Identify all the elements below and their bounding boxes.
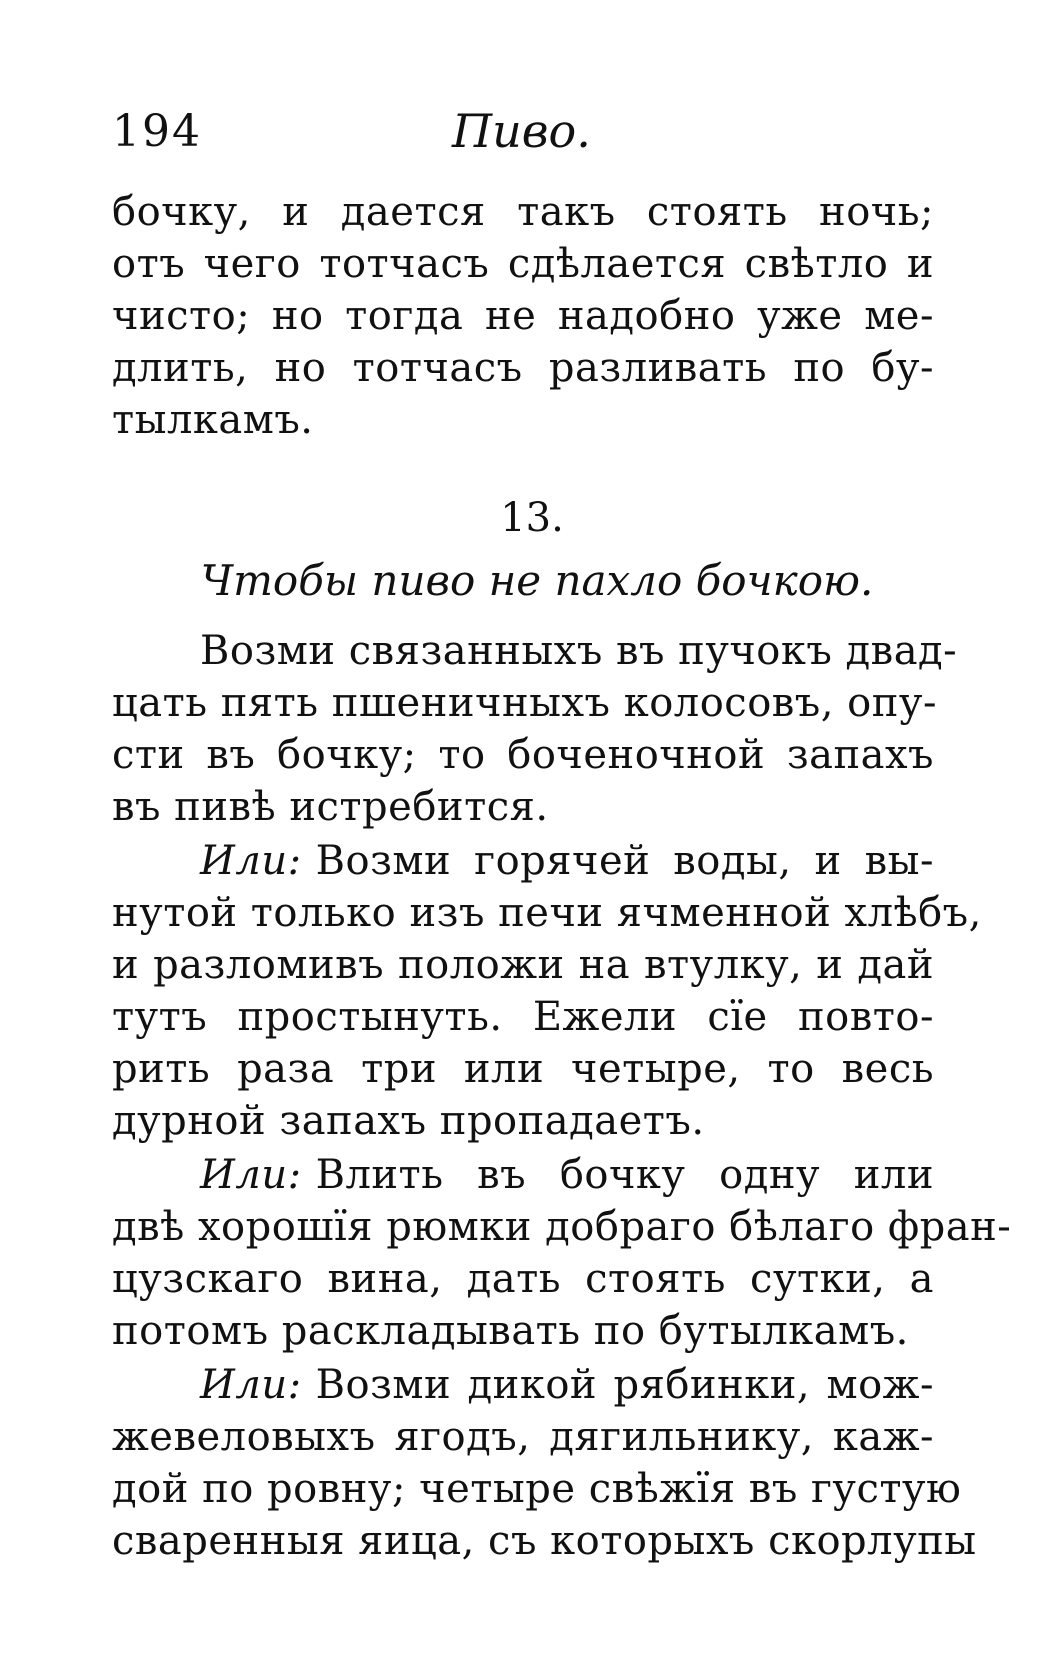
- paragraph-lead-line: [200, 1359, 934, 1411]
- running-head: Пиво.: [452, 104, 591, 158]
- text-line: сваренныя яица, съ которыхъ скорлупы: [112, 1518, 977, 1564]
- text-line: жевеловыхъ ягодъ, дягильнику, каж-: [112, 1414, 934, 1460]
- paragraph-lead-line: [200, 1149, 934, 1201]
- text-line: отъ чего тотчасъ сдѣлается свѣтло и: [112, 241, 934, 287]
- page-header: [112, 100, 932, 170]
- ili-marker: Или:: [200, 1152, 302, 1198]
- text-line: цать пять пшеничныхъ колосовъ, опу-: [112, 680, 937, 726]
- text-line: потомъ раскладывать по бутылкамъ.: [112, 1308, 909, 1354]
- text-line: нутой только изъ печи ячменной хлѣбъ,: [112, 890, 982, 936]
- text-line: дой по ровну; четыре свѣжїя въ густую: [112, 1466, 962, 1512]
- text-line: дурной запахъ пропадаетъ.: [112, 1098, 705, 1144]
- section-number: 13.: [500, 495, 564, 541]
- page-number: 194: [112, 106, 202, 157]
- text-line: тылкамъ.: [112, 397, 314, 443]
- text-line: длить, но тотчасъ разливать по бу-: [112, 345, 934, 391]
- text-line: и разломивъ положи на втулку, и дай: [112, 942, 934, 988]
- ili-marker: Или:: [200, 838, 302, 884]
- ili-marker: Или:: [200, 1362, 302, 1408]
- text-line: чисто; но тогда не надобно уже ме-: [112, 293, 934, 339]
- section-title: Чтобы пиво не пахло бочкою.: [200, 556, 874, 605]
- text-line: въ пивѣ истребится.: [112, 784, 549, 830]
- text-span: Возми дикой рябинки, мож-: [315, 1362, 934, 1408]
- text-line: Возми связанныхъ въ пучокъ двад-: [200, 628, 958, 674]
- text-line: сти въ бочку; то боченочной запахъ: [112, 732, 934, 778]
- text-span: Влить въ бочку одну или: [315, 1152, 934, 1198]
- text-line: тутъ простынуть. Ежели сїе повто-: [112, 994, 934, 1040]
- text-line: рить раза три или четыре, то весь: [112, 1046, 934, 1092]
- text-span: Возми горячей воды, и вы-: [315, 838, 934, 884]
- text-line: цузскаго вина, дать стоять сутки, а: [112, 1256, 934, 1302]
- text-line: бочку, и дается такъ стоять ночь;: [112, 189, 934, 235]
- paragraph-lead-line: [200, 835, 934, 887]
- text-line: двѣ хорошїя рюмки добраго бѣлаго фран-: [112, 1204, 1012, 1250]
